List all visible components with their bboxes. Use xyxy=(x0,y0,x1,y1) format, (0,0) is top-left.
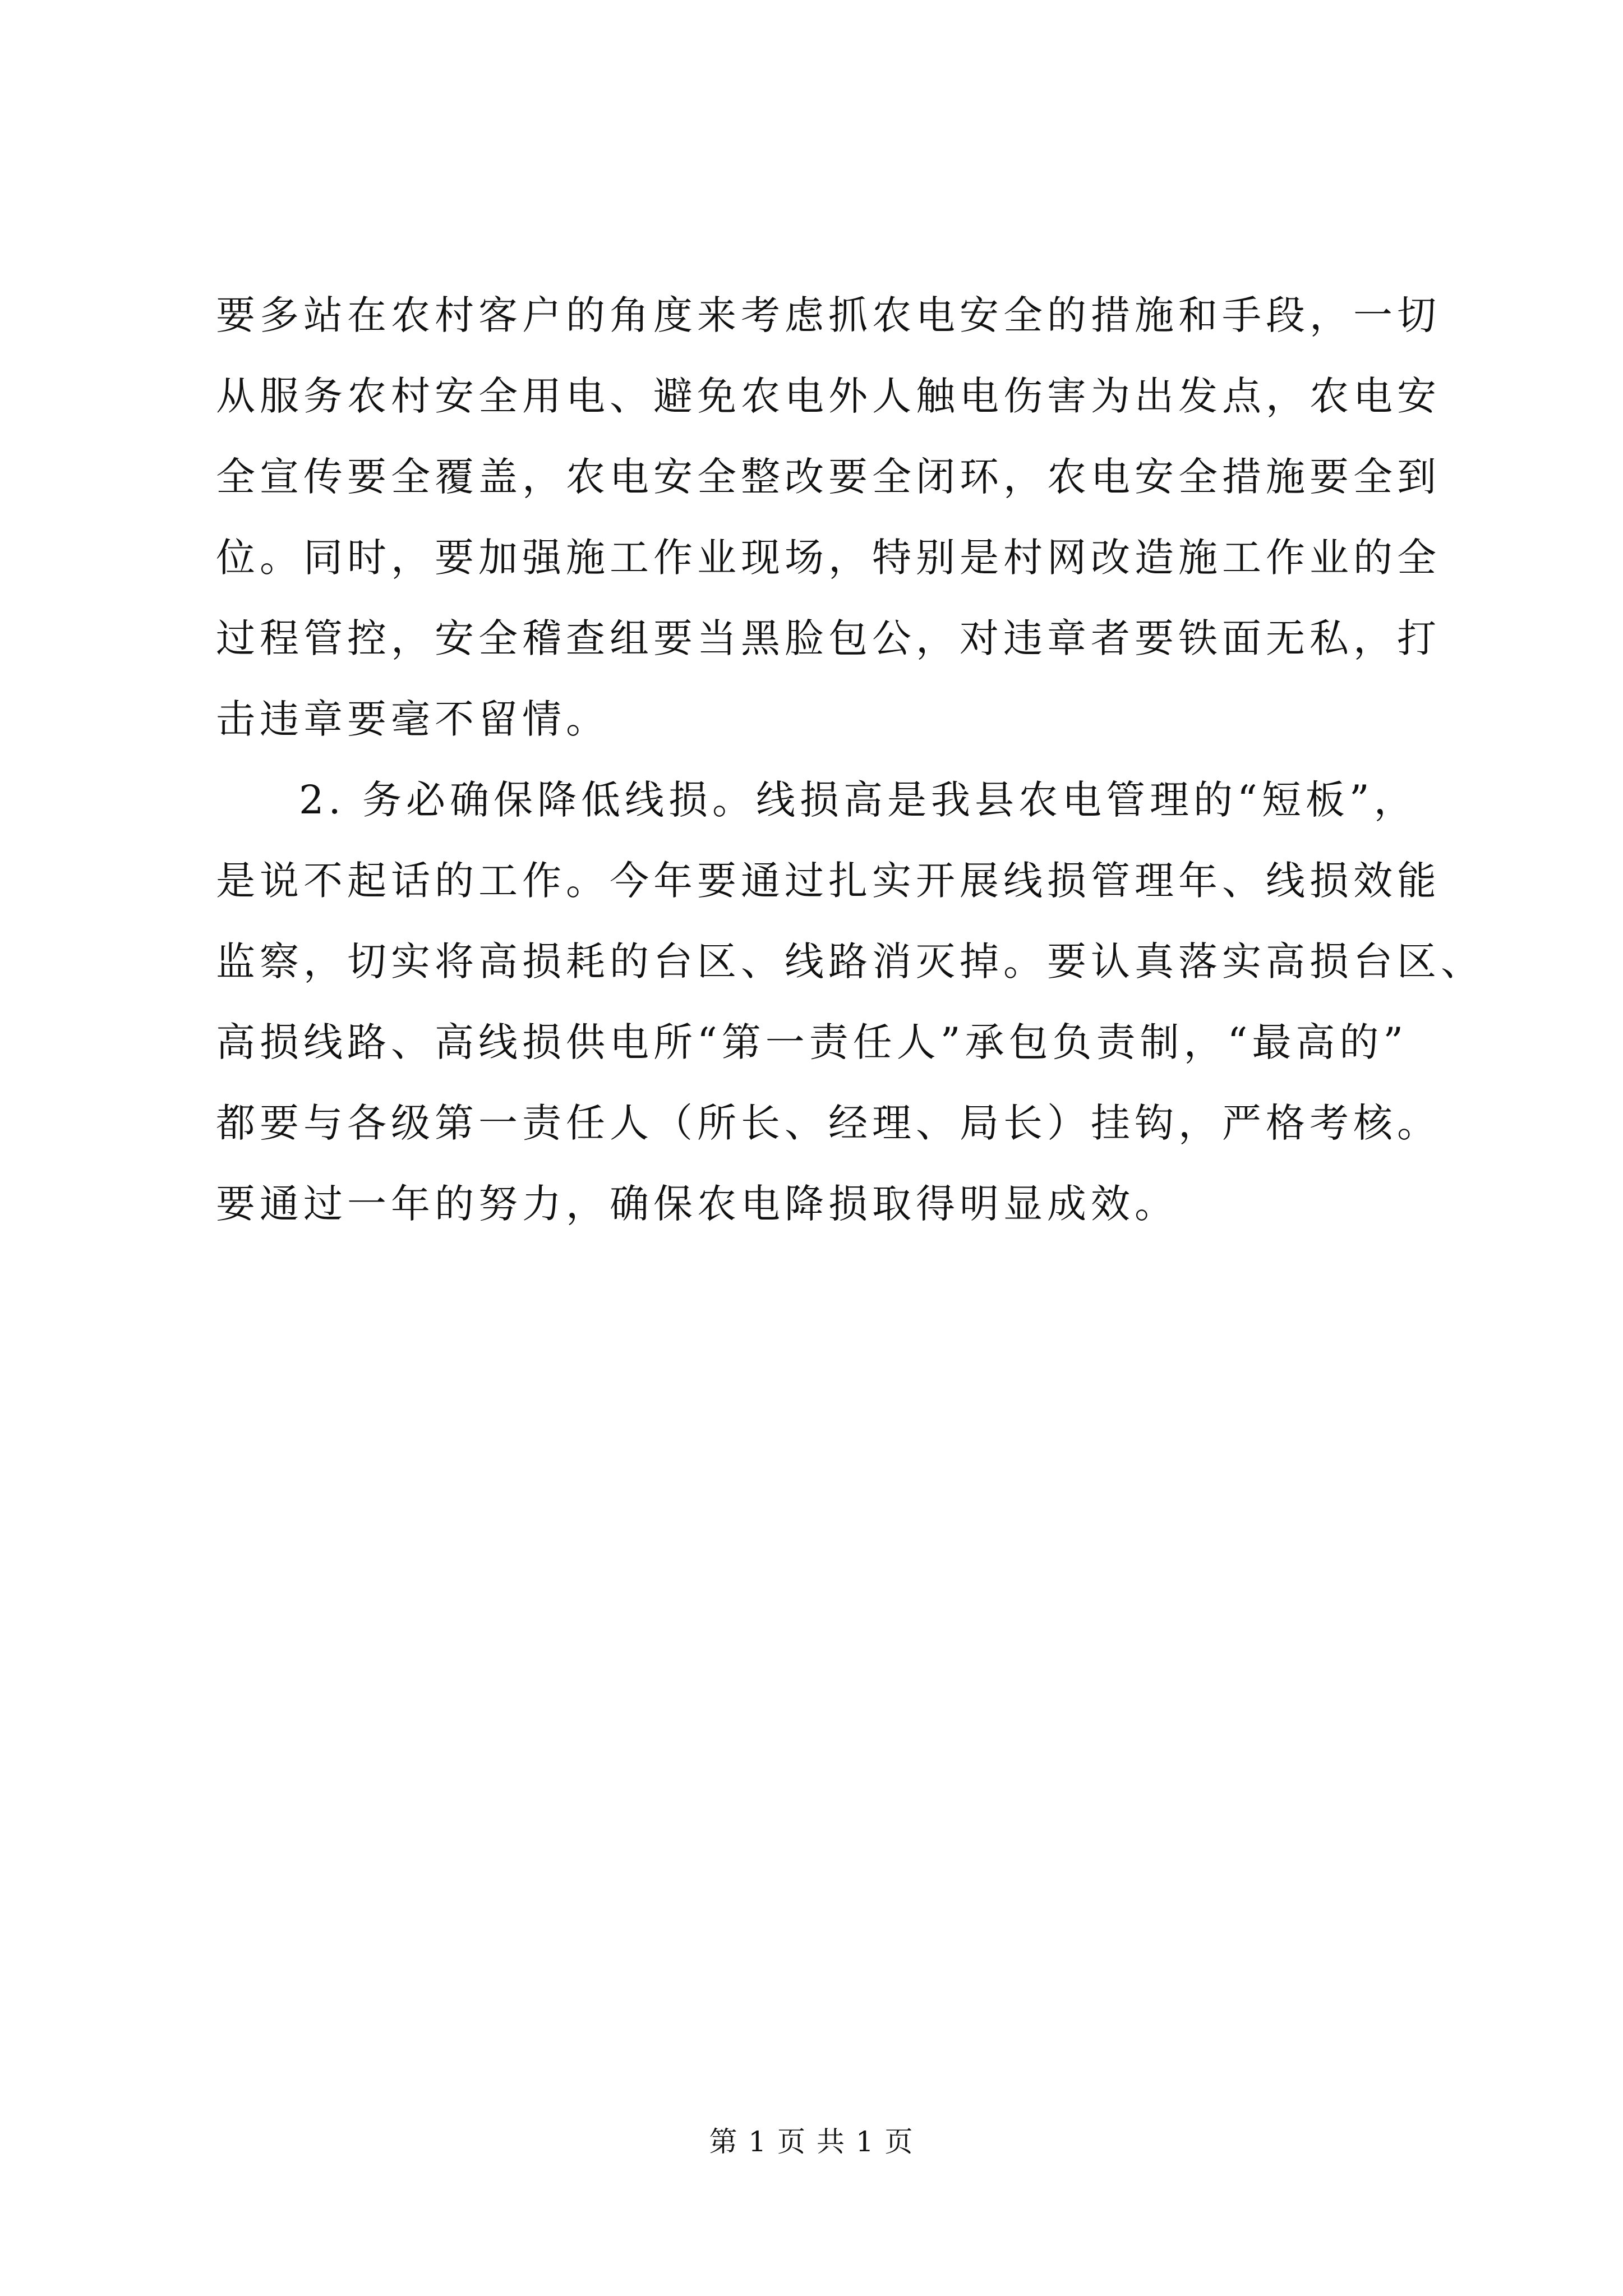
paragraph-1-line-6: 击违章要毫不留情。 xyxy=(216,696,610,742)
paragraph-1-line-5: 过程管控，安全稽查组要当黑脸包公，对违章者要铁面无私，打 xyxy=(216,615,1441,661)
paragraph-2-line-3: 监察，切实将高损耗的台区、线路消灭掉。要认真落实高损台区、 xyxy=(216,938,1484,984)
paragraph-1-line-2: 从服务农村安全用电、避免农电外人触电伤害为出发点，农电安 xyxy=(216,373,1441,419)
paragraph-1-line-4: 位。同时，要加强施工作业现场，特别是村网改造施工作业的全 xyxy=(216,535,1441,581)
paragraph-2-line-5: 都要与各级第一责任人（所长、经理、局长）挂钩，严格考核。 xyxy=(216,1100,1441,1146)
paragraph-2-line-4: 高损线路、高线损供电所“第一责任人”承包负责制，“最高的” xyxy=(216,1019,1408,1065)
paragraph-1-line-1: 要多站在农村客户的角度来考虑抓农电安全的措施和手段，一切 xyxy=(216,292,1441,338)
document-body xyxy=(216,275,1484,1244)
paragraph-2-line-6: 要通过一年的努力，确保农电降损取得明显成效。 xyxy=(216,1181,1178,1227)
paragraph-2-line-1: 2. 务必确保降低线损。线损高是我县农电管理的“短板”， xyxy=(299,777,1418,823)
paragraph-1-line-3: 全宣传要全覆盖，农电安全整改要全闭环，农电安全措施要全到 xyxy=(216,454,1441,500)
paragraph-2-line-2: 是说不起话的工作。今年要通过扎实开展线损管理年、线损效能 xyxy=(216,858,1441,904)
page-number-footer: 第 1 页 共 1 页 xyxy=(709,2125,914,2158)
